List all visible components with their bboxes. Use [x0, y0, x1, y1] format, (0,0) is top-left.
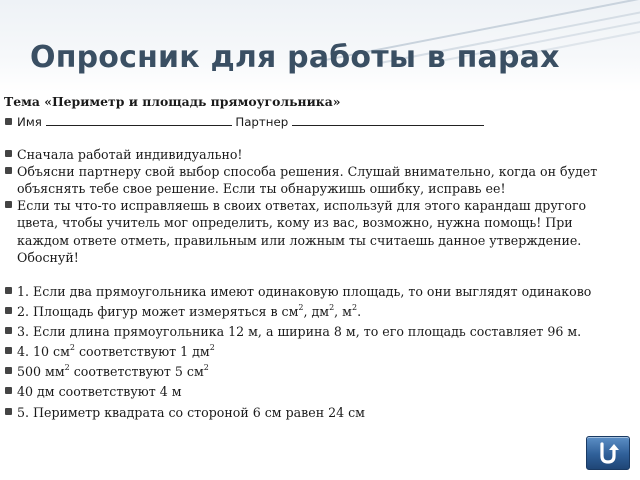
name-blank	[46, 114, 232, 126]
question-item: 4. 10 $см^2$ соответствуют 1 $дм^2$	[4, 343, 610, 360]
bullet-icon	[5, 287, 12, 294]
bullet-icon	[5, 347, 12, 354]
bullet-icon	[5, 307, 12, 314]
return-button[interactable]	[586, 436, 630, 470]
instruction-item: Если ты что-то исправляешь в своих ответах, используй для этого карандаш другого цвета, чтобы учитель мог определить, кому из вас, возможно, нужна помощь! При каждом ответе отметь, правильным или ложным ты считаешь данное утверждение. Обоснуй!	[4, 197, 610, 266]
partner-label: Партнер	[235, 114, 289, 129]
partner-blank	[292, 114, 484, 126]
bullet-icon	[5, 150, 12, 157]
bullet-icon	[5, 387, 12, 394]
instruction-item: Объясни партнеру свой выбор способа решения. Слушай внимательно, когда он будет объяснять тебе свое решение. Если ты обнаружишь ошибку, исправь ее!	[4, 163, 610, 197]
question-item: 2. Площадь фигур может измеряться в $см^2$, $дм^2$, $м^2$.	[4, 303, 610, 320]
name-label: Имя	[17, 114, 42, 129]
question-item: 40 дм соответствуют 4 м	[4, 383, 610, 400]
name-fields	[4, 114, 610, 130]
page-title: Опросник для работы в парах	[30, 40, 560, 75]
question-item: 1. Если два прямоугольника имеют одинаковую площадь, то они выглядят одинаково	[4, 283, 610, 300]
worksheet-body	[4, 94, 610, 424]
bullet-icon	[5, 327, 12, 334]
bullet-icon	[5, 408, 12, 415]
question-item: 5. Периметр квадрата со стороной 6 см равен 24 см	[4, 404, 610, 421]
bullet-icon	[5, 367, 12, 374]
return-arrow-icon	[596, 441, 620, 465]
topic-heading: Тема «Периметр и площадь прямоугольника»	[4, 94, 341, 109]
question-item: 500 $мм^2$ соответствуют 5 $см^2$	[4, 363, 610, 380]
question-item: 3. Если длина прямоугольника 12 м, а ширина 8 м, то его площадь составляет 96 м.	[4, 323, 610, 340]
bullet-icon	[5, 201, 12, 208]
bullet-icon	[5, 118, 12, 125]
instruction-item: Сначала работай индивидуально!	[4, 146, 610, 163]
bullet-icon	[5, 167, 12, 174]
